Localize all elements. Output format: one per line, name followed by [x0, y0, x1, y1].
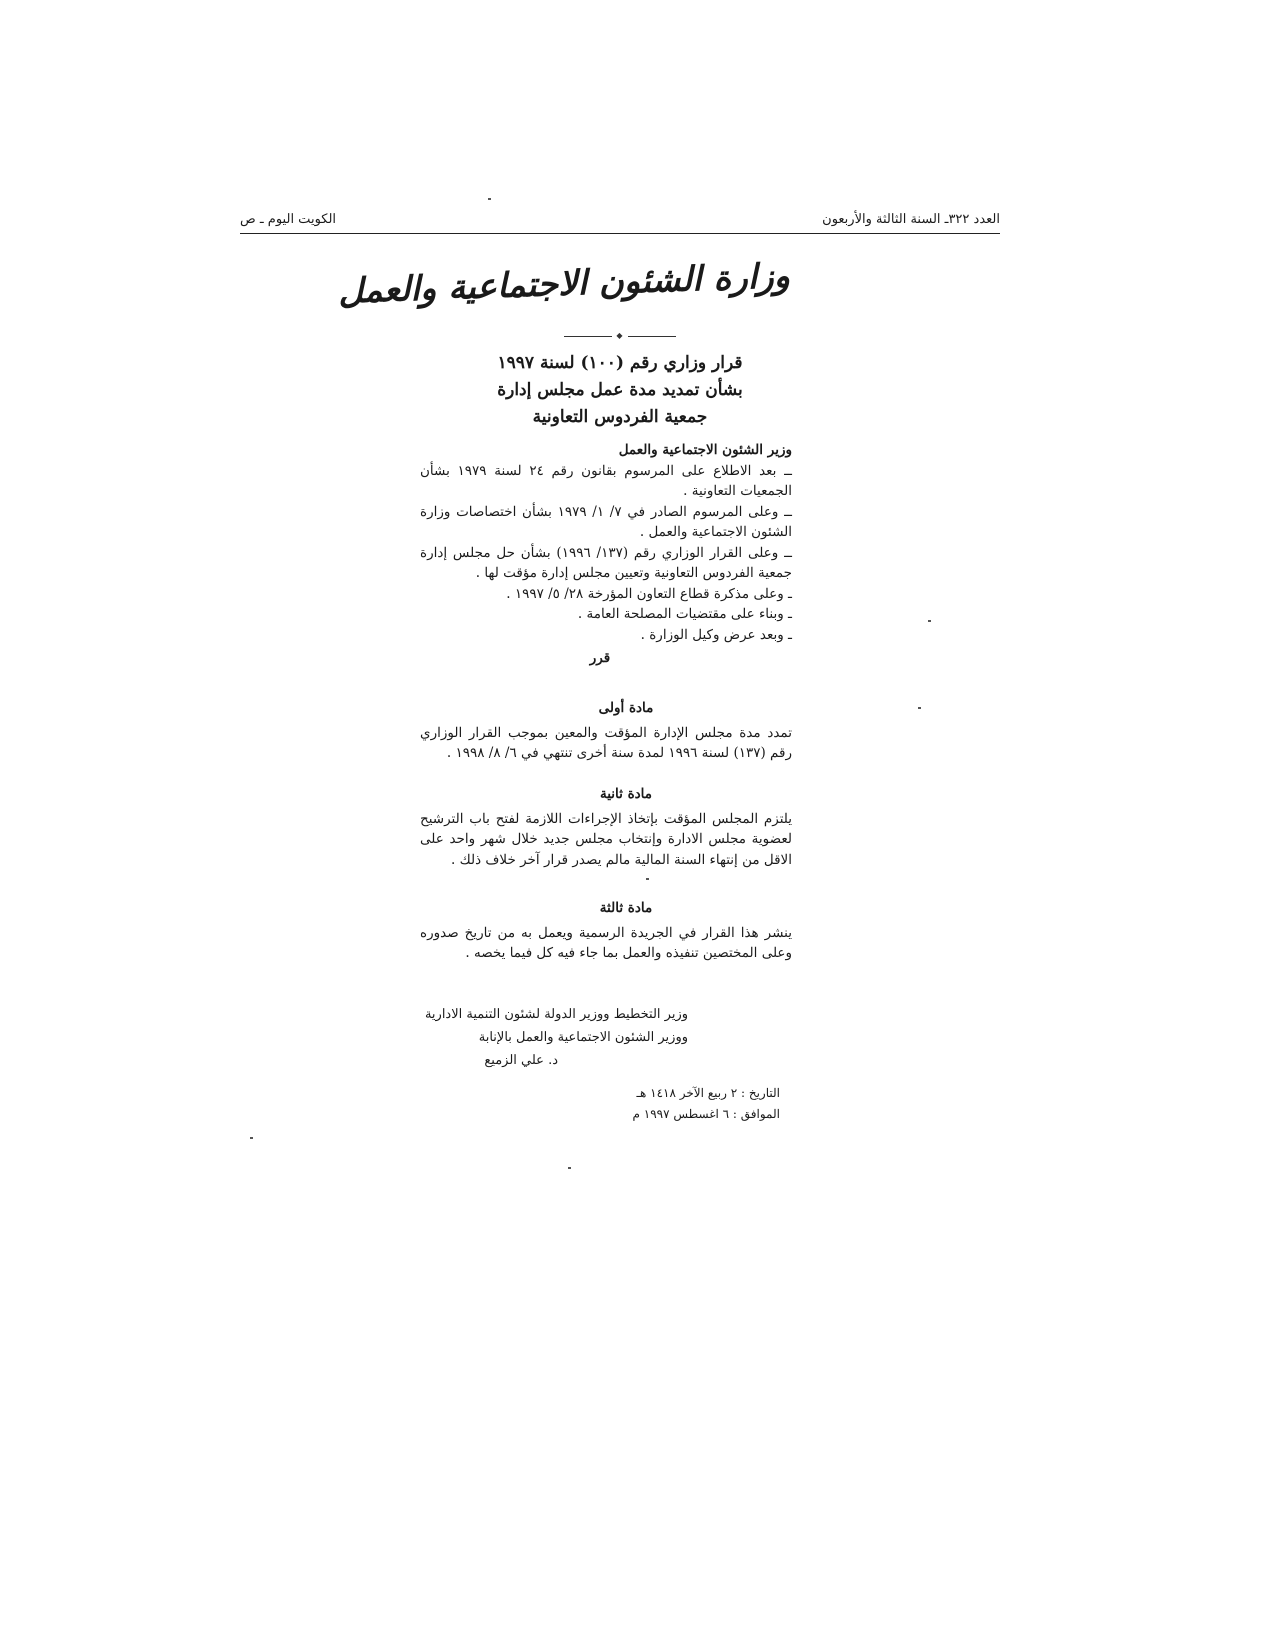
ministry-banner: وزارة الشئون الاجتماعية والعمل [337, 256, 791, 312]
article-text: تمدد مدة مجلس الإدارة المؤقت والمعين بموجب القرار الوزاري رقم (١٣٧) لسنة ١٩٩٦ لمدة سنة أخرى تنتهي في ٦/ ٨/ ١٩٩٨ . [420, 724, 792, 761]
article-text: يلتزم المجلس المؤقت بإتخاذ الإجراءات اللازمة لفتح باب الترشيح لعضوية مجلس الادارة وإنتخاب مجلس جديد خلال شهر واحد على الاقل من إنتهاء السنة المالية مالم يصدر قرار آخر خلاف ذلك . [420, 810, 792, 868]
scan-speck [928, 620, 931, 622]
preamble-clause: ـ وبعد عرض وكيل الوزارة . [640, 626, 792, 643]
signatory-name: د. علي الزميع [484, 1053, 558, 1068]
scan-speck [250, 1137, 253, 1139]
signatory-title-line1: وزير التخطيط ووزير الدولة لشئون التنمية الادارية [424, 1007, 688, 1022]
preamble [420, 440, 792, 645]
date-block [620, 1083, 780, 1125]
preamble-clause: ــ وعلى المرسوم الصادر في ٧/ ١/ ١٩٧٩ بشأن اختصاصات وزارة الشئون الاجتماعية والعمل . [420, 503, 792, 540]
hijri-date: التاريخ : ٢ ربيع الآخر ١٤١٨ هـ [636, 1086, 780, 1100]
preamble-clause: ــ وعلى القرار الوزاري رقم (١٣٧/ ١٩٩٦) بشأن حل مجلس إدارة جمعية الفردوس التعاونية وتعيين مجلس إدارة مؤقت لها . [420, 544, 792, 581]
gregorian-date: الموافق : ٦ اغسطس ١٩٩٧ م [632, 1107, 780, 1121]
preamble-clause: ـ وعلى مذكرة قطاع التعاون المؤرخة ٢٨/ ٥/ ١٩٩٧ . [506, 585, 792, 602]
issue-number-header: العدد ٣٢٢ـ السنة الثالثة والأربعون [822, 212, 1000, 227]
scan-speck [918, 707, 921, 709]
scan-speck [646, 878, 649, 880]
article-third [420, 898, 792, 964]
minister-intro: وزير الشئون الاجتماعية والعمل [618, 442, 792, 458]
ornament-divider: ◆ [545, 331, 695, 340]
decree-title-line2: بشأن تمديد مدة عمل مجلس إدارة [497, 380, 743, 400]
preamble-clause: ــ بعد الاطلاع على المرسوم بقانون رقم ٢٤ لسنة ١٩٧٩ بشأن الجمعيات التعاونية . [420, 462, 793, 499]
article-title: مادة ثانية [599, 786, 653, 802]
decree-title-line3: جمعية الفردوس التعاونية [532, 407, 708, 427]
signatory-title-line2: ووزير الشئون الاجتماعية والعمل بالإنابة [478, 1030, 688, 1045]
scan-speck [488, 198, 491, 200]
preamble-clause: ـ وبناء على مقتضيات المصلحة العامة . [577, 606, 792, 622]
header-divider [240, 233, 1000, 234]
scan-speck [568, 1167, 571, 1169]
publication-name-header: الكويت اليوم ـ ص [240, 212, 337, 227]
signature-block [418, 1003, 688, 1072]
decision-word: قرر [589, 650, 611, 666]
article-text: ينشر هذا القرار في الجريدة الرسمية ويعمل به من تاريخ صدوره وعلى المختصين تنفيذه والعمل بما جاء فيه كل فيما يخصه . [420, 924, 792, 961]
decree-title-line1: قرار وزاري رقم (١٠٠) لسنة ١٩٩٧ [497, 353, 743, 373]
article-title: مادة أولى [598, 700, 654, 716]
article-title: مادة ثالثة [599, 900, 653, 916]
decree-title [470, 350, 770, 431]
article-second [420, 784, 792, 870]
article-first [420, 698, 792, 764]
